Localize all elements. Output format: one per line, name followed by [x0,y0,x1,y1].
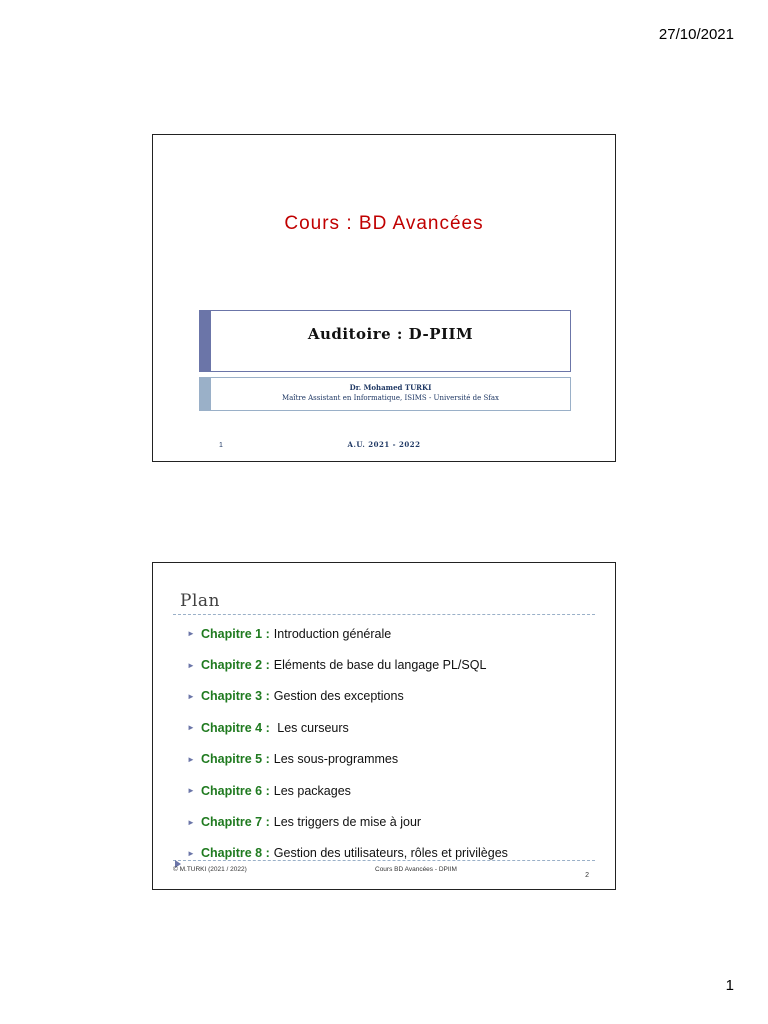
chapter-label: Chapitre 7 : [201,815,270,830]
chapter-label: Chapitre 1 : [201,626,270,641]
chapter-label: Chapitre 6 : [201,783,270,798]
footer-divider [173,860,595,861]
triangle-right-icon: ► [187,754,195,764]
audience-box [199,310,571,372]
chapter-label: Chapitre 2 : [201,658,270,673]
academic-year: A.U. 2021 - 2022 [347,440,421,449]
chapter-text: Les triggers de mise à jour [273,815,422,830]
chapter-text: Les sous-programmes [273,752,399,767]
list-item [187,806,508,837]
author-role: Maître Assistant en Informatique, ISIMS - Université de Sfax [281,394,500,402]
chapter-label: Chapitre 3 : [201,689,270,704]
chapter-list [187,618,508,869]
list-item [187,681,508,712]
chapter-text: Introduction générale [273,626,392,641]
footer-course: Cours BD Avancées - DPIIM [375,866,457,873]
author-box [199,377,571,411]
list-item [187,712,508,743]
author-accent-bar [200,378,211,410]
triangle-right-icon: ► [187,723,195,733]
slide-title [152,134,616,462]
chapter-text: Eléments de base du langage PL/SQL [273,658,487,673]
title-divider [173,614,595,615]
triangle-right-icon: ► [187,660,195,670]
author-name: Dr. Mohamed TURKI [349,383,432,392]
chapter-text: Gestion des utilisateurs, rôles et privilèges [273,846,508,861]
list-item [187,838,508,869]
chapter-text: Les curseurs [273,720,349,735]
chapter-label: Chapitre 8 : [201,846,270,861]
chapter-label: Chapitre 5 : [201,752,270,767]
chapter-text: Les packages [273,783,351,798]
triangle-right-icon: ► [187,786,195,796]
list-item [187,649,508,680]
triangle-right-icon: ► [187,629,195,639]
list-item [187,775,508,806]
slide-plan [152,562,616,890]
list-item [187,744,508,775]
footer-copyright: © M.TURKI (2021 / 2022) [173,866,247,873]
chapter-text: Gestion des exceptions [273,689,404,704]
slide-number: 1 [219,442,223,449]
triangle-right-icon: ► [187,848,195,858]
list-item [187,618,508,649]
audience-accent-bar [200,311,211,371]
chapter-label: Chapitre 4 : [201,720,270,735]
course-title: Cours : BD Avancées [284,213,484,234]
plan-title: Plan [180,591,220,611]
page-date: 27/10/2021 [658,26,734,43]
audience-label: Auditoire : D-PIIM [307,325,474,343]
triangle-right-icon: ► [187,691,195,701]
slide-number: 2 [585,872,589,879]
triangle-right-icon: ► [187,817,195,827]
page-number: 1 [725,977,734,994]
